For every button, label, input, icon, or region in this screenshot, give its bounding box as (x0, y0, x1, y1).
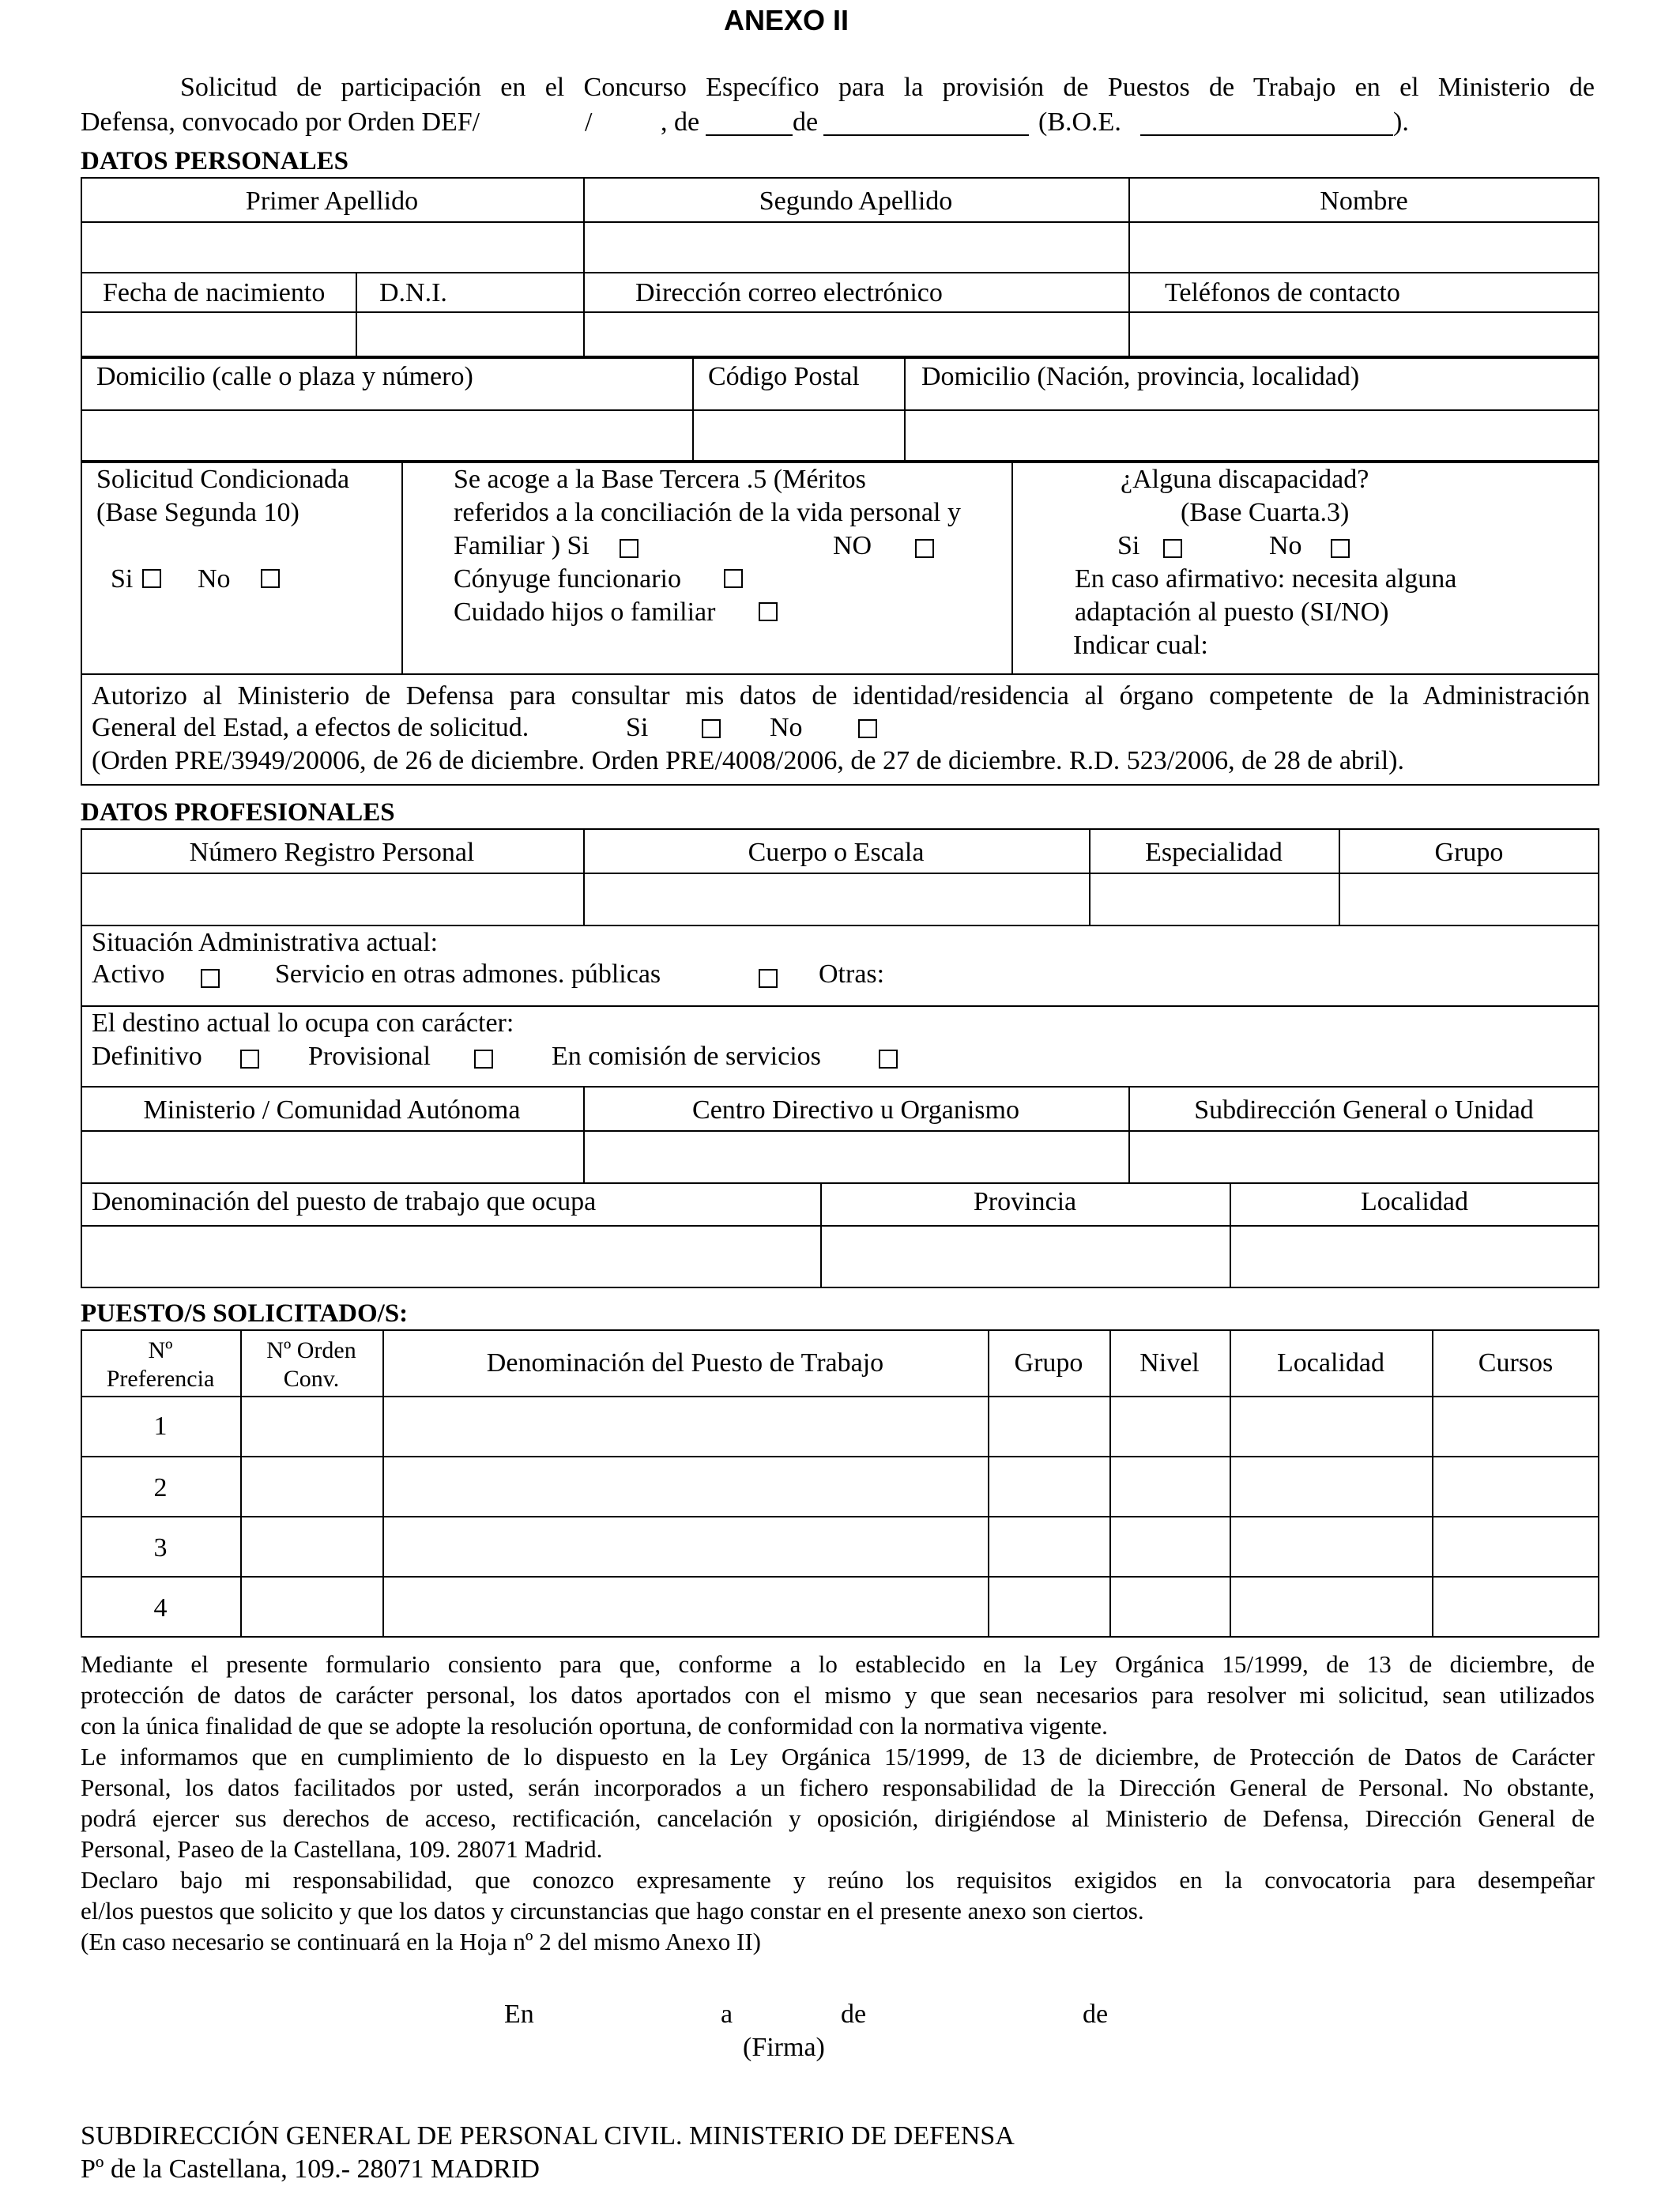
label-fecha-nacimiento: Fecha de nacimiento (103, 278, 326, 307)
firma-en: En (504, 2000, 534, 2029)
label-caso-afirmativo: En caso afirmativo: necesita alguna (1075, 564, 1457, 594)
legal-p1-line-2: protección de datos de carácter personal, los datos aportados con el mismo y que sean necesarios para resolver mi solicitud, sean utilizados (81, 1681, 1595, 1709)
autorizo-line-3: (Orden PRE/3949/20006, de 26 de diciembre. Orden PRE/4008/2006, de 27 de diciembre. R.D. 523/2006, de 28 de abril). (92, 746, 1404, 775)
input-codigo-postal[interactable] (694, 411, 902, 460)
puesto-row-4[interactable] (242, 1578, 1598, 1636)
label-destino: El destino actual lo ocupa con carácter: (92, 1008, 514, 1038)
label-tercera-no: NO (833, 531, 872, 560)
intro-de-2: de (793, 107, 819, 137)
checkbox-conyuge[interactable] (724, 569, 743, 588)
label-telefonos: Teléfonos de contacto (1165, 278, 1400, 307)
checkbox-tercera-no[interactable] (915, 539, 934, 558)
col-cursos: Cursos (1478, 1348, 1554, 1378)
label-provisional: Provisional (308, 1042, 431, 1071)
footer-line-1: SUBDIRECCIÓN GENERAL DE PERSONAL CIVIL. MINISTERIO DE DEFENSA (81, 2121, 1015, 2151)
label-segundo-apellido: Segundo Apellido (759, 187, 953, 216)
label-base-cuarta: (Base Cuarta.3) (1181, 498, 1350, 527)
firma-label: (Firma) (743, 2033, 825, 2062)
label-centro-directivo: Centro Directivo u Organismo (692, 1095, 1019, 1125)
footer-line-2: Pº de la Castellana, 109.- 28071 MADRID (81, 2154, 540, 2184)
autorizo-line-2: General del Estad, a efectos de solicitud. (92, 713, 529, 742)
input-correo[interactable] (585, 313, 1127, 356)
label-servicio-otras: Servicio en otras admones. públicas (275, 959, 661, 989)
checkbox-autorizo-si[interactable] (702, 719, 721, 738)
checkbox-tercera-si[interactable] (620, 539, 638, 558)
label-autorizo-si: Si (626, 713, 649, 742)
profesional-heading: DATOS PROFESIONALES (81, 798, 395, 827)
label-indicar-cual: Indicar cual: (1073, 631, 1208, 660)
intro-boe-label: (B.O.E. (1038, 107, 1121, 137)
input-nombre[interactable] (1130, 223, 1598, 270)
firma-area[interactable] (553, 1996, 1154, 2068)
label-especialidad: Especialidad (1145, 838, 1283, 867)
checkbox-condicionada-no[interactable] (261, 569, 280, 588)
intro-de-1: , de (661, 107, 700, 137)
label-conciliacion: referidos a la conciliación de la vida personal y (454, 498, 961, 527)
label-otras: Otras: (819, 959, 885, 989)
label-discap-si: Si (1117, 531, 1140, 560)
label-subdireccion: Subdirección General o Unidad (1194, 1095, 1534, 1125)
label-discapacidad: ¿Alguna discapacidad? (1121, 465, 1369, 494)
input-provincia[interactable] (822, 1227, 1228, 1287)
intro-line-1: Solicitud de participación en el Concurso Específico para la provisión de Puestos de Trabajo en el Ministerio de (180, 73, 1595, 102)
label-base-segunda: (Base Segunda 10) (96, 498, 299, 527)
input-grupo[interactable] (1340, 874, 1598, 925)
label-discap-no: No (1269, 531, 1302, 560)
label-domicilio: Domicilio (calle o plaza y número) (96, 362, 473, 391)
col-denominacion: Denominación del Puesto de Trabajo (486, 1348, 884, 1378)
row-pref-4: 4 (153, 1593, 168, 1623)
legal-p3-line-3: (En caso necesario se continuará en la Hoja nº 2 del mismo Anexo II) (81, 1928, 761, 1955)
input-primer-apellido[interactable] (82, 223, 582, 270)
checkbox-discap-no[interactable] (1331, 539, 1350, 558)
checkbox-provisional[interactable] (474, 1050, 493, 1069)
input-especialidad[interactable] (1090, 874, 1337, 925)
input-cuerpo[interactable] (585, 874, 1087, 925)
label-ministerio: Ministerio / Comunidad Autónoma (143, 1095, 521, 1125)
legal-p1-line-1: Mediante el presente formulario consiento para que, conforme a lo establecido en la Ley Orgánica 15/1999, de 13 de diciembre, de (81, 1650, 1595, 1678)
checkbox-discap-si[interactable] (1163, 539, 1182, 558)
label-correo: Dirección correo electrónico (635, 278, 943, 307)
intro-orden-label: Defensa, convocado por Orden DEF/ (81, 107, 480, 137)
legal-p2-line-3: podrá ejercer sus derechos de acceso, rectificación, cancelación y oposición, dirigiéndose al Ministerio de Defensa, Dirección General de (81, 1804, 1595, 1832)
input-denominacion-actual[interactable] (82, 1227, 819, 1287)
puestos-heading: PUESTO/S SOLICITADO/S: (81, 1299, 409, 1328)
checkbox-activo[interactable] (201, 969, 220, 988)
label-dni: D.N.I. (379, 278, 447, 307)
label-definitivo: Definitivo (92, 1042, 202, 1071)
input-localidad-actual[interactable] (1231, 1227, 1598, 1287)
firma-a: a (721, 2000, 733, 2029)
label-primer-apellido: Primer Apellido (245, 187, 419, 216)
label-nrp: Número Registro Personal (189, 838, 475, 867)
legal-p2-line-2: Personal, los datos facilitados por usted, serán incorporados a un fichero responsabilidad de la Dirección General de Personal. No obstante, (81, 1774, 1595, 1801)
label-adaptacion: adaptación al puesto (SI/NO) (1075, 598, 1389, 627)
label-situacion: Situación Administrativa actual: (92, 928, 439, 957)
checkbox-autorizo-no[interactable] (858, 719, 877, 738)
checkbox-comision[interactable] (879, 1050, 898, 1069)
intro-day-blank[interactable] (706, 134, 793, 136)
checkbox-condicionada-si[interactable] (142, 569, 161, 588)
col-localidad: Localidad (1277, 1348, 1384, 1378)
row-pref-1: 1 (153, 1412, 168, 1441)
intro-end: ). (1393, 107, 1409, 137)
checkbox-servicio-otras[interactable] (759, 969, 778, 988)
label-condicionada-no: No (198, 564, 231, 594)
label-conyuge: Cónyuge funcionario (454, 564, 681, 594)
label-autorizo-no: No (770, 713, 803, 742)
label-condicionada-si: Si (111, 564, 134, 594)
puesto-row-2[interactable] (242, 1457, 1598, 1516)
label-grupo: Grupo (1434, 838, 1504, 867)
input-telefonos[interactable] (1130, 313, 1598, 356)
input-ministerio[interactable] (82, 1132, 582, 1182)
label-nombre: Nombre (1320, 187, 1408, 216)
row-pref-2: 2 (153, 1473, 168, 1502)
input-domicilio[interactable] (82, 411, 691, 460)
label-cuerpo: Cuerpo o Escala (748, 838, 925, 867)
input-centro-directivo[interactable] (585, 1132, 1127, 1182)
col-orden-line-2: Conv. (283, 1366, 340, 1392)
input-subdireccion[interactable] (1130, 1132, 1598, 1182)
label-domicilio-nacion: Domicilio (Nación, provincia, localidad) (921, 362, 1360, 391)
col-orden-line-1: Nº Orden (266, 1337, 356, 1363)
label-localidad-actual: Localidad (1361, 1187, 1468, 1216)
intro-month-blank[interactable] (823, 134, 1029, 136)
label-codigo-postal: Código Postal (708, 362, 860, 391)
checkbox-definitivo[interactable] (240, 1050, 259, 1069)
puesto-row-3[interactable] (242, 1517, 1598, 1576)
label-comision: En comisión de servicios (552, 1042, 821, 1071)
label-condicionada: Solicitud Condicionada (96, 465, 350, 494)
label-denominacion-actual: Denominación del puesto de trabajo que ocupa (92, 1187, 597, 1216)
intro-slash: / (585, 107, 593, 137)
firma-de-2: de (1083, 2000, 1109, 2029)
input-domicilio-nacion[interactable] (906, 411, 1598, 460)
page-title: ANEXO II (724, 4, 849, 36)
label-cuidado: Cuidado hijos o familiar (454, 598, 716, 627)
col-nivel: Nivel (1139, 1348, 1200, 1378)
legal-p2-line-4: Personal, Paseo de la Castellana, 109. 28071 Madrid. (81, 1835, 603, 1863)
checkbox-cuidado[interactable] (759, 602, 778, 621)
legal-p1-line-3: con la única finalidad de que se adopte la resolución oportuna, de conformidad con la normativa vigente. (81, 1712, 1108, 1740)
input-segundo-apellido[interactable] (585, 223, 1127, 270)
input-nrp[interactable] (82, 874, 582, 925)
personal-heading: DATOS PERSONALES (81, 147, 348, 175)
intro-boe-blank[interactable] (1140, 134, 1393, 136)
legal-p2-line-1: Le informamos que en cumplimiento de lo dispuesto en la Ley Orgánica 15/1999, de 13 de diciembre, de Protección de Datos de Carácter (81, 1743, 1595, 1770)
legal-consent-paragraph (81, 1649, 1595, 1957)
row-pref-3: 3 (153, 1533, 168, 1563)
col-grupo: Grupo (1014, 1348, 1083, 1378)
legal-p3-line-2: el/los puestos que solicito y que los datos y circunstancias que hago constar en el presente anexo son ciertos. (81, 1897, 1144, 1924)
puesto-row-1[interactable] (242, 1397, 1598, 1456)
input-fecha-nacimiento[interactable] (82, 313, 354, 356)
input-dni[interactable] (357, 313, 582, 356)
autorizo-line-1: Autorizo al Ministerio de Defensa para consultar mis datos de identidad/residencia al órgano competente de la Administración (92, 681, 1590, 711)
col-pref-line-1: Nº (148, 1337, 173, 1363)
label-activo: Activo (92, 959, 165, 989)
col-pref-line-2: Preferencia (106, 1366, 215, 1392)
label-provincia: Provincia (973, 1187, 1077, 1216)
label-base-tercera: Se acoge a la Base Tercera .5 (Méritos (454, 465, 866, 494)
firma-de-1: de (841, 2000, 867, 2029)
label-familiar-si: Familiar ) Si (454, 531, 590, 560)
legal-p3-line-1: Declaro bajo mi responsabilidad, que conozco expresamente y reúno los requisitos exigidos en la convocatoria para desempeñar (81, 1866, 1595, 1894)
